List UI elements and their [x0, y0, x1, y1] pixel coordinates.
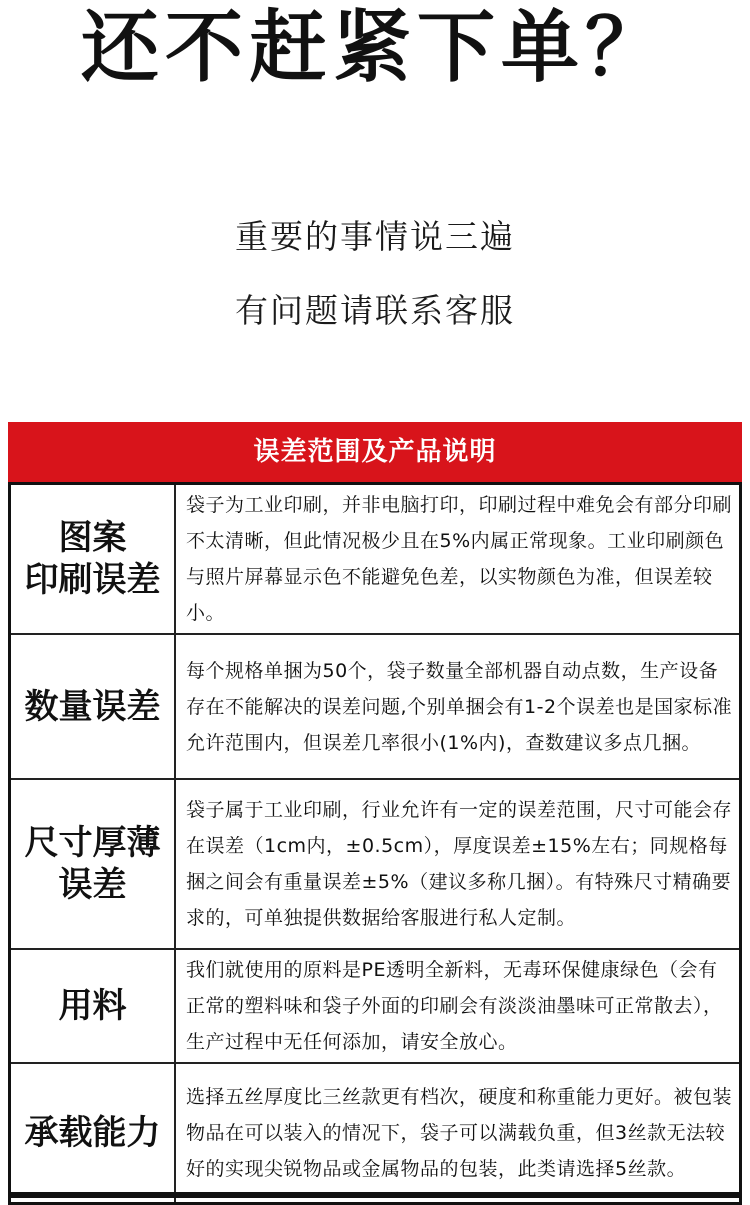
row-description: 选择五丝厚度比三丝款更有档次，硬度和称重能力更好。被包装物品在可以装入的情况下，袋子可以满载负重，但3丝款无法较好的实现尖锐物品或金属物品的包装，此类请选择5丝款。	[175, 1063, 741, 1203]
spec-table-section	[8, 422, 742, 1192]
row-description: 每个规格单捆为50个，袋子数量全部机器自动点数，生产设备存在不能解决的误差问题,个别单捆会有1-2个误差也是国家标准允许范围内，但误差几率很小(1%内)，查数建议多点几捆。	[175, 634, 741, 779]
headline: 还不赶紧下单？	[80, 3, 669, 93]
table-row	[10, 484, 741, 635]
bottom-divider	[8, 1192, 742, 1198]
row-description: 袋子为工业印刷，并非电脑打印，印刷过程中难免会有部分印刷不太清晰，但此情况极少且在5%内属正常现象。工业印刷颜色与照片屏幕显示色不能避免色差，以实物颜色为准，但误差较小。	[175, 484, 741, 635]
table-row	[10, 1063, 741, 1203]
row-label	[10, 949, 176, 1063]
row-description: 袋子属于工业印刷，行业允许有一定的误差范围，尺寸可能会存在误差（1cm内，±0.5cm），厚度误差±15%左右；同规格每捆之间会有重量误差±5%（建议多称几捆）。有特殊尺寸精确要求的，可单独提供数据给客服进行私人定制。	[175, 779, 741, 949]
row-label-text: 图案 印刷误差	[24, 518, 161, 600]
row-label	[10, 634, 176, 779]
row-description: 我们就使用的原料是PE透明全新料，无毒环保健康绿色（会有正常的塑料味和袋子外面的印刷会有淡淡油墨味可正常散去），生产过程中无任何添加，请安全放心。	[175, 949, 741, 1063]
row-label-text: 尺寸厚薄 误差	[24, 823, 161, 905]
spec-table	[8, 482, 742, 1205]
note-line-1: 重要的事情说三遍	[235, 217, 515, 256]
table-title: 误差范围及产品说明	[8, 422, 742, 482]
row-label	[10, 484, 176, 635]
table-row	[10, 779, 741, 949]
note-line-2: 有问题请联系客服	[235, 291, 515, 330]
row-label	[10, 1063, 176, 1203]
row-label-text: 数量误差	[24, 686, 161, 727]
row-label-text: 用料	[58, 986, 127, 1026]
table-row	[10, 949, 741, 1063]
table-row	[10, 634, 741, 779]
row-label	[10, 779, 176, 949]
row-label-text: 承载能力	[24, 1112, 161, 1153]
